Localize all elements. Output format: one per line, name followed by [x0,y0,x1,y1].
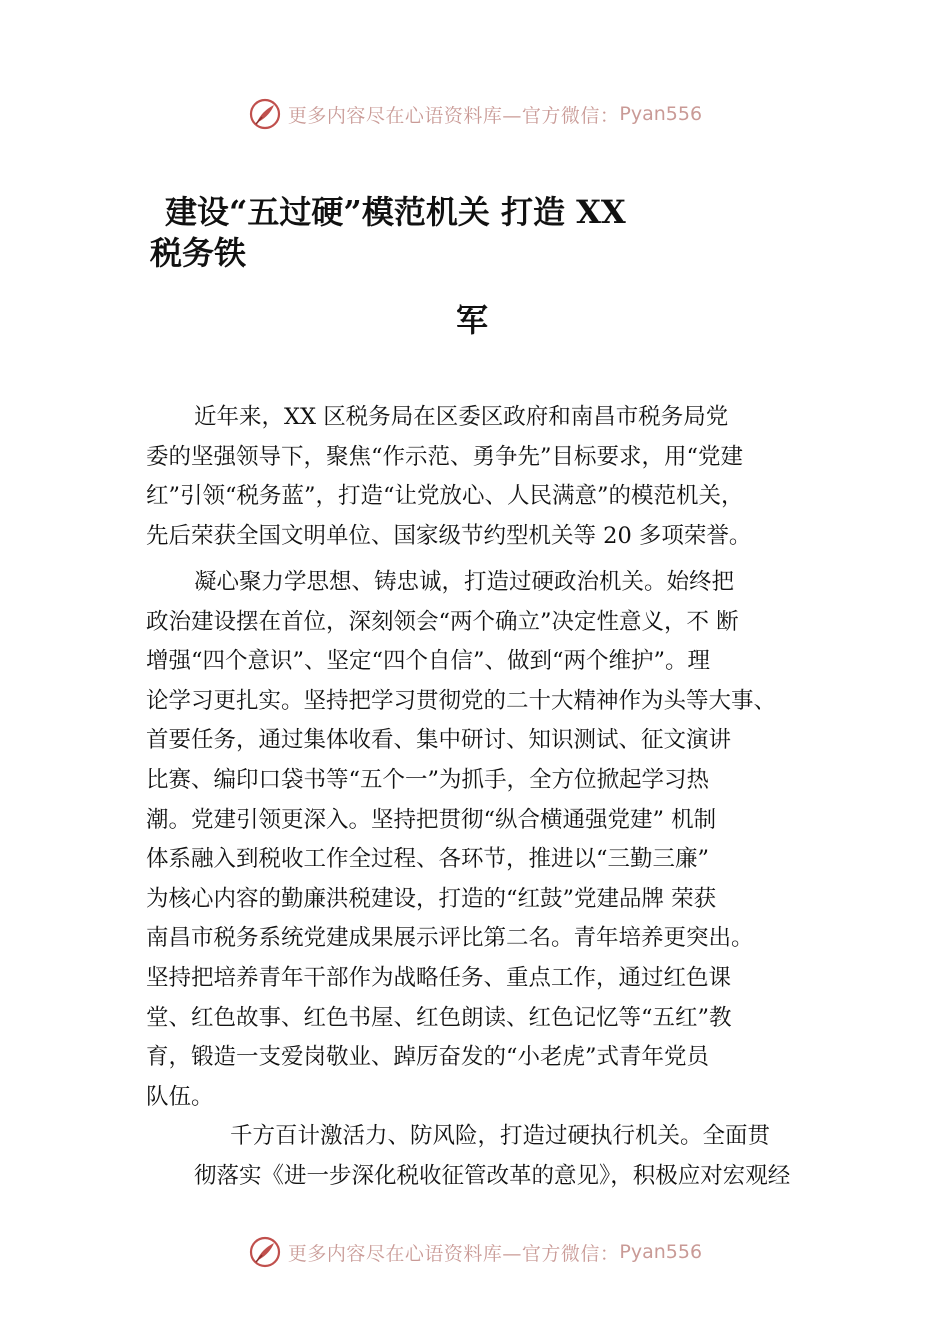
paragraph [146,563,826,1117]
watermark-wechat-id: Pyan556 [619,103,703,125]
watermark-footer [0,1232,950,1272]
paragraph-line: 为核心内容的勤廉洪税建设，打造的“红鼓”党建品牌 荣获 [146,885,717,912]
paragraph-line: 坚持把培养青年干部作为战略任务、重点工作，通过红色课 [146,964,732,991]
paragraph [146,398,826,556]
quill-logo-icon [248,1235,282,1269]
paragraph-line: 比赛、编印口袋书等“五个一”为抓手，全方位掀起学习热 [146,766,710,793]
watermark-wechat-id: Pyan556 [619,1241,703,1263]
quill-logo-icon [248,97,282,131]
paragraph-line: 论学习更扎实。坚持把学习贯彻党的二十大精神作为头等大事、 [146,687,777,714]
paragraph-line: 委的坚强领导下，聚焦“作示范、勇争先”目标要求，用“党建 [146,443,744,470]
paragraph-line: 先后荣获全国文明单位、国家级节约型机关等 20 多项荣誉。 [146,522,752,549]
paragraph-line: 红”引领“税务蓝”，打造“让党放心、人民满意”的模范机关， [146,483,744,510]
paragraph-line: 近年来，XX 区税务局在区委区政府和南昌市税务局党 [194,404,729,430]
title-line-1: 建设“五过硬”模范机关 打造 XX [165,193,626,231]
watermark-text: 更多内容尽在心语资料库—官方微信： [287,1242,620,1265]
paragraph-line: 千方百计激活力、防风险，打造过硬执行机关。全面贯 [230,1123,771,1149]
paragraph-line: 首要任务，通过集体收看、集中研讨、知识测试、征文演讲 [146,727,732,754]
paragraph-line: 增强“四个意识”、坚定“四个自信”、做到“两个维护”。理 [146,648,711,675]
title-line-3: 军 [456,301,489,339]
paragraph-line: 凝心聚力学思想、铸忠诚，打造过硬政治机关。始终把 [194,569,735,595]
paragraph-line: 彻落实《进一步深化税收征管改革的意见》，积极应对宏观经 [194,1162,791,1189]
paragraph-line: 南昌市税务系统党建成果展示评比第二名。青年培养更突出。 [146,925,754,952]
paragraph-line: 政治建设摆在首位，深刻领会“两个确立”决定性意义，不 断 [146,608,739,635]
title-line-2: 税务铁 [150,234,247,272]
paragraph-line: 潮。党建引领更深入。坚持把贯彻“纵合横通强党建” 机制 [146,806,717,833]
watermark-header [0,94,950,134]
paragraph-line: 体系融入到税收工作全过程、各环节，推进以“三勤三廉” [146,846,710,873]
paragraph-line: 队伍。 [146,1083,214,1110]
paragraph-line: 堂、红色故事、红色书屋、红色朗读、红色记忆等“五红”教 [146,1004,732,1031]
watermark-text: 更多内容尽在心语资料库—官方微信： [287,104,620,127]
paragraph-line: 育，锻造一支爱岗敬业、踔厉奋发的“小老虎”式青年党员 [146,1044,710,1071]
paragraph [146,1117,826,1196]
